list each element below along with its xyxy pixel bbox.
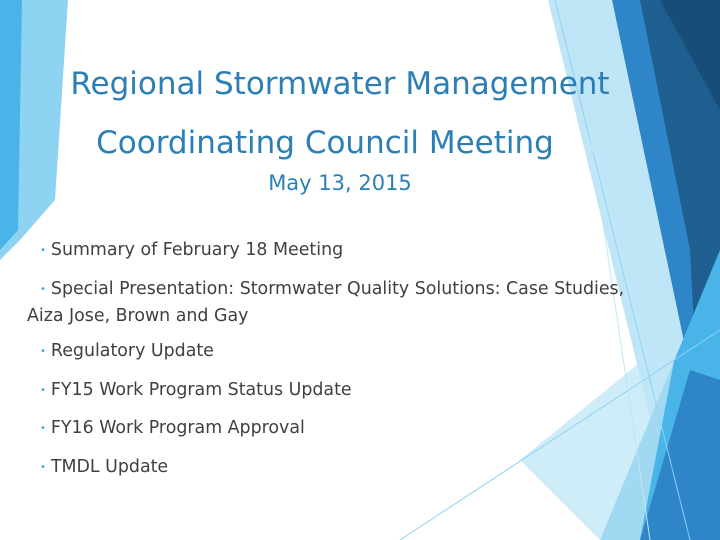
agenda-item: • FY15 Work Program Status Update	[40, 379, 352, 400]
agenda-item: • Regulatory Update	[40, 341, 214, 361]
agenda-item: • TMDL Update	[40, 456, 169, 477]
agenda-item: • Summary of February 18 Meeting	[40, 240, 344, 260]
bullet-icon: •	[40, 461, 46, 473]
agenda-list	[27, 238, 630, 493]
slide-title-line-2: Coordinating Council Meeting	[96, 125, 554, 161]
bullet-icon: •	[40, 384, 46, 396]
agenda-item: • FY16 Work Program Approval	[40, 418, 305, 438]
slide-title-line-1: Regional Stormwater Management	[70, 66, 610, 102]
bullet-icon: •	[40, 423, 46, 434]
bullet-icon: •	[40, 245, 46, 256]
meeting-date: May 13, 2015	[268, 171, 412, 195]
bullet-icon: •	[40, 283, 46, 295]
agenda-item: • Special Presentation: Stormwater Quality Solutions: Case Studies, Aiza Jose, Brown and Gay	[27, 278, 625, 326]
bullet-icon: •	[40, 346, 46, 357]
